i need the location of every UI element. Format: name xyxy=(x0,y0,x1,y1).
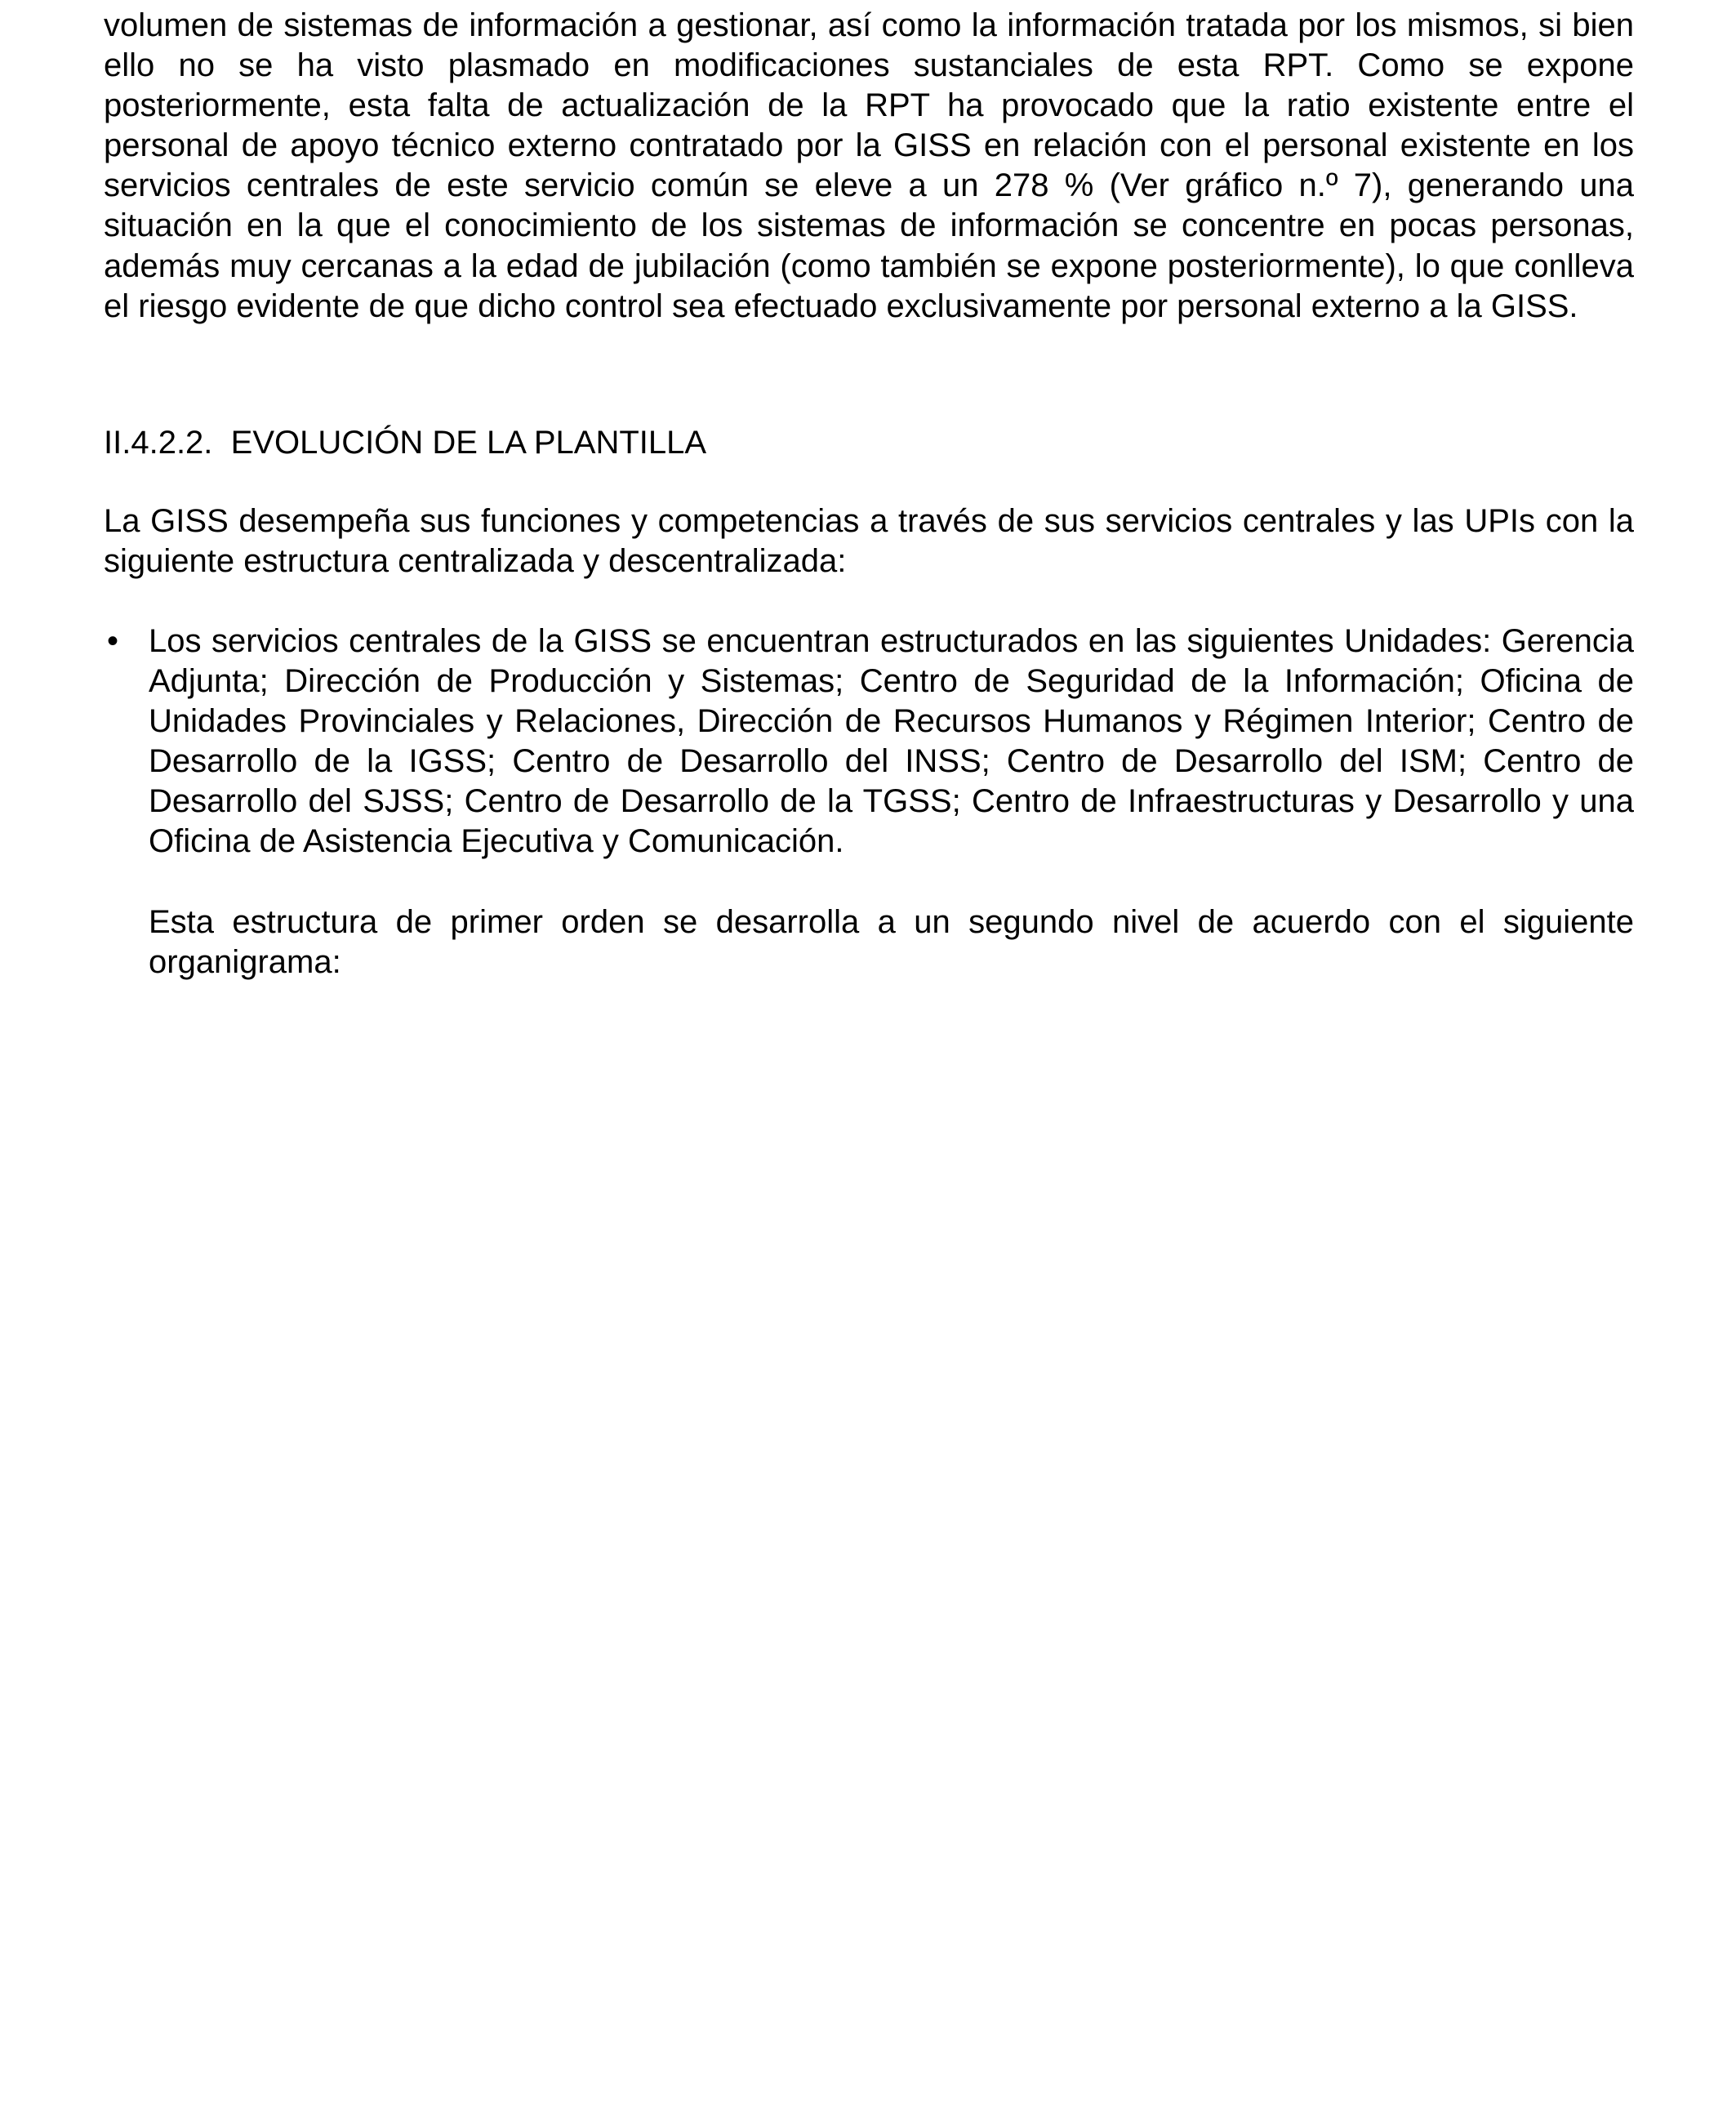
structure-paragraph: La GISS desempeña sus funciones y competencias a través de sus servicios centrales y las UPIs con la siguiente estructura centralizada y descentralizada: xyxy=(104,503,1634,580)
bullet-item-text: Los servicios centrales de la GISS se encuentran estructurados en las siguientes Unidades: Gerencia Adjunta; Dirección de Producción y Sistemas; Centro de Seguridad de la Información; Oficina de Unidades Provinciales y Relaciones, Dirección de Recursos Humanos y Régimen Interior; Centro de Desarrollo de la IGSS; Centro de Desarrollo del INSS; Centro de Desarrollo del ISM; Centro de Desarrollo del SJSS; Centro de Desarrollo de la TGSS; Centro de Infraestructuras y Desarrollo y una Oficina de Asistencia Ejecutiva y Comunicación. xyxy=(149,623,1634,860)
organigram-intro-paragraph: Esta estructura de primer orden se desarrolla a un segundo nivel de acuerdo con el siguiente organigrama: xyxy=(149,904,1634,981)
section-heading: II.4.2.2. EVOLUCIÓN DE LA PLANTILLA xyxy=(104,425,707,461)
intro-paragraph: volumen de sistemas de información a gestionar, así como la información tratada por los mismos, si bien ello no se ha visto plasmado en modificaciones sustanciales de esta RPT. Como se expone posteriormente, esta falta de actualización de la RPT ha provocado que la ratio existente entre el personal de apoyo técnico externo contratado por la GISS en relación con el personal existente en los servicios centrales de este servicio común se eleve a un 278 % (Ver gráfico n.º 7), generando una situación en la que el conocimiento de los sistemas de información se concentre en pocas personas, además muy cercanas a la edad de jubilación (como también se expone posteriormente), lo que conlleva el riesgo evidente de que dicho control sea efectuado exclusivamente por personal externo a la GISS. xyxy=(104,7,1634,324)
list-item xyxy=(104,622,1634,862)
bullet-icon: • xyxy=(107,623,119,659)
